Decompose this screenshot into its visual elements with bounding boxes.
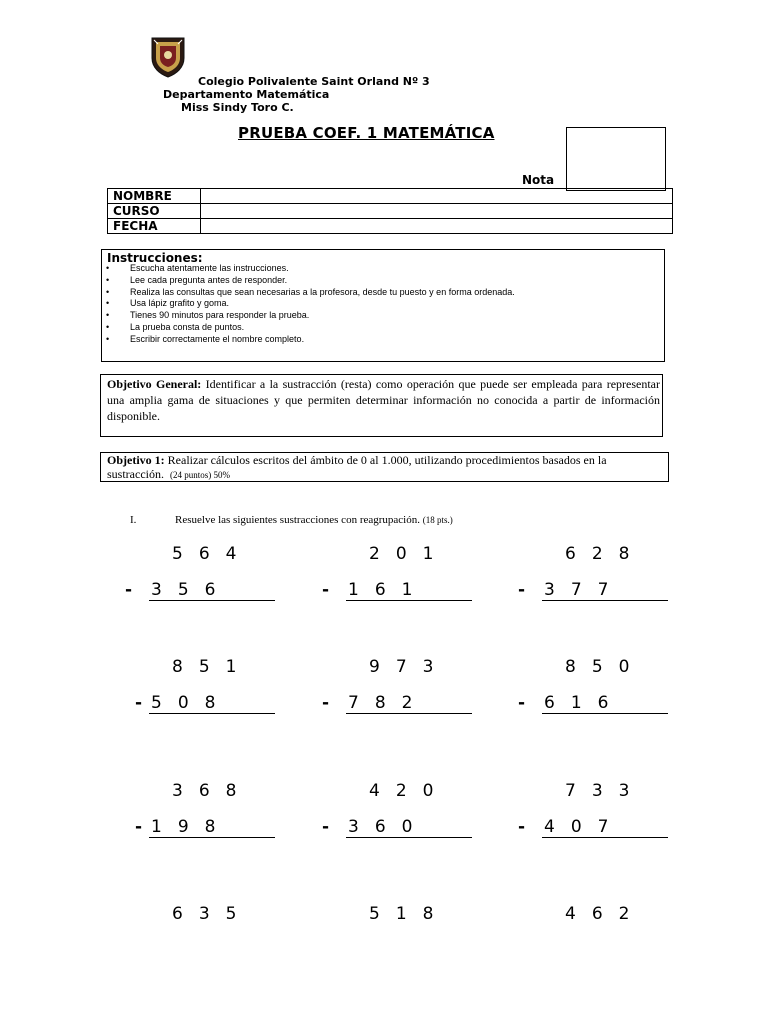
section-text: Resuelve las siguientes sustracciones con reagrupación. <box>175 514 420 526</box>
subtraction-problem <box>125 904 265 964</box>
subtraction-problem <box>125 657 265 717</box>
subtrahend: 356 <box>149 580 275 601</box>
table-row <box>108 204 673 219</box>
subtraction-problem <box>322 657 462 717</box>
minuend: 973 <box>369 657 450 677</box>
objetivo-1-label: Objetivo 1: <box>107 453 165 467</box>
minuend: 368 <box>172 781 253 801</box>
subtraction-problem <box>518 781 658 841</box>
minus-sign: - <box>518 693 526 713</box>
student-info-table <box>107 188 673 234</box>
subtrahend: 616 <box>542 693 668 714</box>
minus-sign: - <box>322 580 330 600</box>
teacher-name: Miss Sindy Toro C. <box>181 101 294 114</box>
list-item: • Lee cada pregunta antes de responder. <box>106 274 288 285</box>
list-item: • La prueba consta de puntos. <box>106 321 245 332</box>
objetivo-1-text: Realizar cálculos escritos del ámbito de 0 al 1.000, utilizando procedimientos basados en la sustracción. <box>107 453 607 481</box>
page-title: PRUEBA COEF. 1 MATEMÁTICA <box>238 124 495 142</box>
minuend: 733 <box>565 781 646 801</box>
objetivo-general-label: Objetivo General: <box>107 377 202 391</box>
minuend: 564 <box>172 544 253 564</box>
bullet-icon: • <box>106 298 110 309</box>
subtrahend: 360 <box>346 817 472 838</box>
minuend: 850 <box>565 657 646 677</box>
subtrahend: 377 <box>542 580 668 601</box>
subtraction-problem <box>518 904 658 964</box>
instructions-list <box>106 263 515 346</box>
list-item: • Realiza las consultas que sean necesarias a la profesora, desde tu puesto y en forma ordenada. <box>106 286 515 297</box>
table-row <box>108 219 673 234</box>
section-heading <box>130 514 453 526</box>
subtrahend: 407 <box>542 817 668 838</box>
minuend: 420 <box>369 781 450 801</box>
minuend: 462 <box>565 904 646 924</box>
objetivo-1-points: (24 puntos) 50% <box>169 470 230 480</box>
minus-sign: - <box>135 693 143 713</box>
school-crest-logo <box>150 36 186 78</box>
objetivo-general-text: Identificar a la sustracción (resta) como operación que puede ser empleada para representar una amplia gama de situaciones y que permiten determinar información no conocida a partir de información disponible. <box>107 377 660 423</box>
bullet-icon: • <box>106 310 110 321</box>
fecha-field[interactable] <box>201 219 673 234</box>
curso-field[interactable] <box>201 204 673 219</box>
curso-label: CURSO <box>108 204 201 219</box>
section-number: I. <box>130 514 137 526</box>
minus-sign: - <box>518 580 526 600</box>
minuend: 201 <box>369 544 450 564</box>
minus-sign: - <box>322 693 330 713</box>
minus-sign: - <box>518 817 526 837</box>
bullet-icon: • <box>106 274 110 285</box>
school-name: Colegio Polivalente Saint Orland Nº 3 <box>198 75 430 88</box>
minuend: 518 <box>369 904 450 924</box>
nombre-label: NOMBRE <box>108 189 201 204</box>
section-points: (18 pts.) <box>422 515 453 525</box>
instructions-title: Instrucciones: <box>107 251 203 265</box>
bullet-icon: • <box>106 321 110 332</box>
list-item: • Tienes 90 minutos para responder la prueba. <box>106 310 310 321</box>
subtraction-problem <box>125 544 265 604</box>
subtrahend: 161 <box>346 580 472 601</box>
instructions-box <box>101 249 665 362</box>
subtrahend: 782 <box>346 693 472 714</box>
minuend: 635 <box>172 904 253 924</box>
table-row <box>108 189 673 204</box>
fecha-label: FECHA <box>108 219 201 234</box>
minuend: 851 <box>172 657 253 677</box>
objetivo-1-box <box>100 452 669 482</box>
list-item: • Usa lápiz grafito y goma. <box>106 298 230 309</box>
nota-box[interactable] <box>566 127 666 191</box>
list-item: • Escucha atentamente las instrucciones. <box>106 263 289 273</box>
objetivo-general-box <box>100 374 663 437</box>
minuend: 628 <box>565 544 646 564</box>
minus-sign: - <box>125 580 133 600</box>
subtraction-problem <box>518 544 658 604</box>
subtraction-problem <box>518 657 658 717</box>
subtraction-problem <box>125 781 265 841</box>
nombre-field[interactable] <box>201 189 673 204</box>
minus-sign: - <box>135 817 143 837</box>
bullet-icon: • <box>106 333 110 344</box>
bullet-icon: • <box>106 286 110 297</box>
list-item: • Escribir correctamente el nombre completo. <box>106 333 305 344</box>
subtraction-problem <box>322 544 462 604</box>
nota-label: Nota <box>522 173 555 187</box>
minus-sign: - <box>322 817 330 837</box>
bullet-icon: • <box>106 263 110 273</box>
department-name: Departamento Matemática <box>163 88 330 101</box>
subtraction-problem <box>322 904 462 964</box>
subtrahend: 508 <box>149 693 275 714</box>
subtrahend: 198 <box>149 817 275 838</box>
subtraction-problem <box>322 781 462 841</box>
